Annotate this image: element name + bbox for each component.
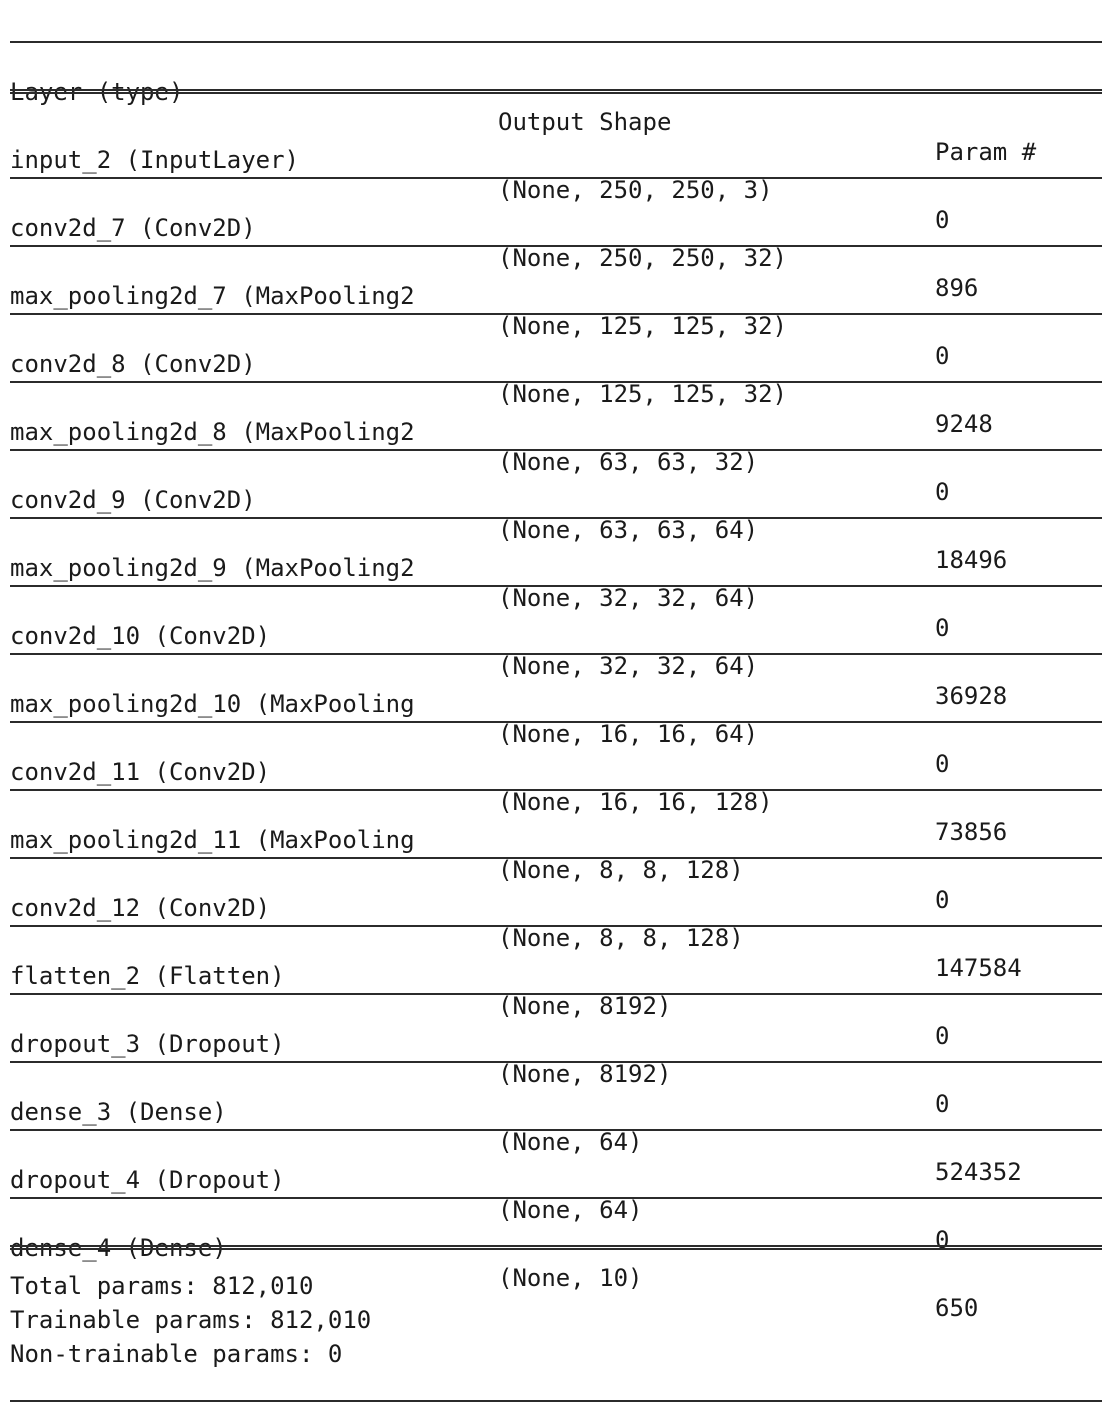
output-shape: (None, 10) [498, 1264, 643, 1292]
row-divider [10, 313, 1102, 315]
row-divider [10, 1197, 1102, 1199]
row-divider [10, 585, 1102, 587]
layer-name: max_pooling2d_9 (MaxPooling2 [10, 554, 415, 582]
layer-name: dropout_4 (Dropout) [10, 1166, 285, 1194]
row-divider [10, 381, 1102, 383]
layer-name: dense_4 (Dense) [10, 1234, 227, 1262]
layer-name: conv2d_9 (Conv2D) [10, 486, 256, 514]
param-count: 0 [935, 206, 950, 234]
param-count: 524352 [935, 1158, 1022, 1186]
param-count: 0 [935, 886, 950, 914]
header-double-rule [10, 89, 1102, 94]
row-divider [10, 177, 1102, 179]
top-rule [10, 41, 1102, 43]
layer-name: conv2d_7 (Conv2D) [10, 214, 256, 242]
output-shape: (None, 125, 125, 32) [498, 312, 787, 340]
header-param-count: Param # [935, 138, 1037, 166]
total-params: Total params: 812,010 [10, 1272, 314, 1300]
row-divider [10, 653, 1102, 655]
output-shape: (None, 64) [498, 1128, 643, 1156]
param-count: 0 [935, 1226, 950, 1254]
output-shape: (None, 8192) [498, 1060, 672, 1088]
layer-name: conv2d_11 (Conv2D) [10, 758, 271, 786]
non-trainable-params: Non-trainable params: 0 [10, 1340, 343, 1368]
layer-name: dense_3 (Dense) [10, 1098, 227, 1126]
layer-name: max_pooling2d_8 (MaxPooling2 [10, 418, 415, 446]
output-shape: (None, 8, 8, 128) [498, 856, 744, 884]
output-shape: (None, 125, 125, 32) [498, 380, 787, 408]
row-divider [10, 857, 1102, 859]
output-shape: (None, 16, 16, 64) [498, 720, 759, 748]
param-count: 0 [935, 478, 950, 506]
param-count: 18496 [935, 546, 1008, 574]
param-count: 0 [935, 1090, 950, 1118]
param-count: 73856 [935, 818, 1008, 846]
footer-double-rule [10, 1245, 1102, 1250]
row-divider [10, 517, 1102, 519]
output-shape: (None, 16, 16, 128) [498, 788, 773, 816]
param-count: 36928 [935, 682, 1008, 710]
param-count: 0 [935, 614, 950, 642]
layer-name: conv2d_10 (Conv2D) [10, 622, 271, 650]
layer-name: max_pooling2d_7 (MaxPooling2 [10, 282, 415, 310]
row-divider [10, 449, 1102, 451]
row-divider [10, 993, 1102, 995]
output-shape: (None, 32, 32, 64) [498, 584, 759, 612]
param-count: 0 [935, 750, 950, 778]
output-shape: (None, 63, 63, 32) [498, 448, 759, 476]
trainable-params: Trainable params: 812,010 [10, 1306, 372, 1334]
layer-name: conv2d_8 (Conv2D) [10, 350, 256, 378]
output-shape: (None, 8192) [498, 992, 672, 1020]
layer-name: dropout_3 (Dropout) [10, 1030, 285, 1058]
param-count: 0 [935, 342, 950, 370]
layer-name: max_pooling2d_10 (MaxPooling [10, 690, 415, 718]
layer-name: max_pooling2d_11 (MaxPooling [10, 826, 415, 854]
param-count: 650 [935, 1294, 979, 1322]
row-divider [10, 721, 1102, 723]
row-divider [10, 789, 1102, 791]
bottom-rule [10, 1400, 1102, 1402]
output-shape: (None, 64) [498, 1196, 643, 1224]
header-output-shape: Output Shape [498, 108, 672, 136]
param-count: 9248 [935, 410, 993, 438]
output-shape: (None, 250, 250, 32) [498, 244, 787, 272]
param-count: 896 [935, 274, 979, 302]
layer-name: input_2 (InputLayer) [10, 146, 299, 174]
row-divider [10, 1061, 1102, 1063]
row-divider [10, 245, 1102, 247]
output-shape: (None, 32, 32, 64) [498, 652, 759, 680]
layer-name: conv2d_12 (Conv2D) [10, 894, 271, 922]
row-divider [10, 1129, 1102, 1131]
param-count: 147584 [935, 954, 1022, 982]
param-count: 0 [935, 1022, 950, 1050]
output-shape: (None, 250, 250, 3) [498, 176, 773, 204]
row-divider [10, 925, 1102, 927]
output-shape: (None, 8, 8, 128) [498, 924, 744, 952]
header-layer: Layer (type) [10, 78, 184, 106]
output-shape: (None, 63, 63, 64) [498, 516, 759, 544]
layer-name: flatten_2 (Flatten) [10, 962, 285, 990]
